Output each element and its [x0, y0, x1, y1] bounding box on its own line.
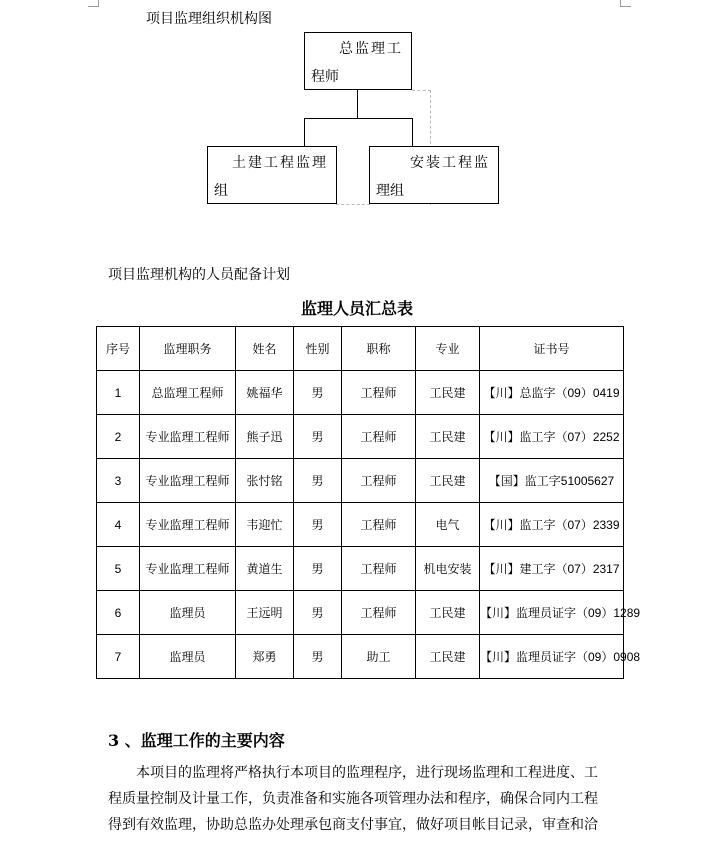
section-heading: 3 、监理工作的主要内容: [108, 731, 285, 750]
cell-specialty: 机电安装: [416, 547, 480, 591]
org-connector-right: [412, 118, 413, 146]
cell-position: 总监理工程师: [140, 371, 236, 415]
staffing-caption: 项目监理机构的人员配备计划: [108, 267, 290, 283]
cell-index: 7: [97, 635, 140, 679]
cell-specialty: 工民建: [416, 635, 480, 679]
cell-index: 6: [97, 591, 140, 635]
cell-index: 2: [97, 415, 140, 459]
cell-index: 5: [97, 547, 140, 591]
org-box-installation-group-line2: 理组: [376, 183, 404, 199]
cell-name: 张忖铭: [236, 459, 294, 503]
cell-certificate: 【国】监工字51005627: [480, 459, 624, 503]
cell-position: 监理员: [140, 591, 236, 635]
cell-name: 黄道生: [236, 547, 294, 591]
org-chart-dashed-connector-bottom: [336, 204, 370, 205]
header-position: 监理职务: [140, 327, 236, 371]
cell-certificate: 【川】监理员证字（09）1289: [480, 591, 624, 635]
org-connector-trunk: [357, 90, 358, 118]
cell-name: 王远明: [236, 591, 294, 635]
cell-position: 专业监理工程师: [140, 415, 236, 459]
cell-index: 1: [97, 371, 140, 415]
cell-gender: 男: [294, 459, 342, 503]
org-box-civil-group: [207, 146, 337, 204]
header-specialty: 专业: [416, 327, 480, 371]
cell-index: 3: [97, 459, 140, 503]
cell-name: 姚福华: [236, 371, 294, 415]
org-connector-horizontal: [304, 118, 413, 119]
cell-certificate: 【川】监工字（07）2339: [480, 503, 624, 547]
paragraph-line: 程质量控制及计量工作，负责准备和实施各项管理办法和程序，确保合同内工程: [108, 791, 598, 807]
cell-specialty: 工民建: [416, 415, 480, 459]
org-box-civil-group-line2: 组: [214, 183, 228, 199]
cell-specialty: 电气: [416, 503, 480, 547]
table-row: [97, 415, 624, 459]
cell-gender: 男: [294, 591, 342, 635]
cell-gender: 男: [294, 415, 342, 459]
cell-position: 专业监理工程师: [140, 547, 236, 591]
cell-name: 郑勇: [236, 635, 294, 679]
org-chart-caption: 项目监理组织机构图: [146, 11, 272, 27]
paragraph-line: 本项目的监理将严格执行本项目的监理程序，进行现场监理和工程进度、工: [136, 765, 598, 781]
org-box-civil-group-line1: 土建工程监理: [232, 155, 328, 171]
cell-index: 4: [97, 503, 140, 547]
cell-specialty: 工民建: [416, 591, 480, 635]
header-gender: 性别: [294, 327, 342, 371]
org-box-installation-group: [369, 146, 499, 204]
page-corner-mark-left: [88, 0, 99, 7]
cell-certificate: 【川】总监字（09）0419: [480, 371, 624, 415]
cell-certificate: 【川】监理员证字（09）0908: [480, 635, 624, 679]
table-row: [97, 459, 624, 503]
cell-title: 工程师: [342, 591, 416, 635]
cell-certificate: 【川】建工字（07）2317: [480, 547, 624, 591]
cell-title: 助工: [342, 635, 416, 679]
header-name: 姓名: [236, 327, 294, 371]
cell-specialty: 工民建: [416, 459, 480, 503]
table-row: [97, 591, 624, 635]
header-certificate: 证书号: [480, 327, 624, 371]
cell-title: 工程师: [342, 415, 416, 459]
cell-name: 熊子迅: [236, 415, 294, 459]
cell-title: 工程师: [342, 459, 416, 503]
table-row: [97, 503, 624, 547]
cell-name: 韦迎忙: [236, 503, 294, 547]
org-box-installation-group-line1: 安装工程监: [410, 155, 490, 171]
cell-gender: 男: [294, 547, 342, 591]
cell-gender: 男: [294, 635, 342, 679]
cell-title: 工程师: [342, 371, 416, 415]
table-title: 监理人员汇总表: [300, 299, 413, 318]
cell-position: 专业监理工程师: [140, 503, 236, 547]
header-index: 序号: [97, 327, 140, 371]
cell-specialty: 工民建: [416, 371, 480, 415]
table-row: [97, 547, 624, 591]
section-paragraph: [108, 760, 608, 838]
org-connector-left: [304, 118, 305, 146]
cell-gender: 男: [294, 503, 342, 547]
cell-position: 专业监理工程师: [140, 459, 236, 503]
cell-title: 工程师: [342, 503, 416, 547]
cell-position: 监理员: [140, 635, 236, 679]
org-box-chief-supervisor-line1: 总监理工: [339, 41, 403, 57]
header-title: 职称: [342, 327, 416, 371]
staff-summary-table: [96, 326, 641, 679]
org-box-chief-supervisor: [304, 32, 412, 90]
cell-certificate: 【川】监工字（07）2252: [480, 415, 624, 459]
page-corner-mark-right: [620, 0, 631, 7]
table-row: [97, 371, 624, 415]
table-row: [97, 635, 624, 679]
paragraph-line: 得到有效监理，协助总监办处理承包商支付事宜，做好项目帐目记录，审查和洽: [108, 817, 598, 833]
org-box-chief-supervisor-line2: 程师: [311, 69, 339, 85]
cell-gender: 男: [294, 371, 342, 415]
table-header-row: [97, 327, 624, 371]
cell-title: 工程师: [342, 547, 416, 591]
